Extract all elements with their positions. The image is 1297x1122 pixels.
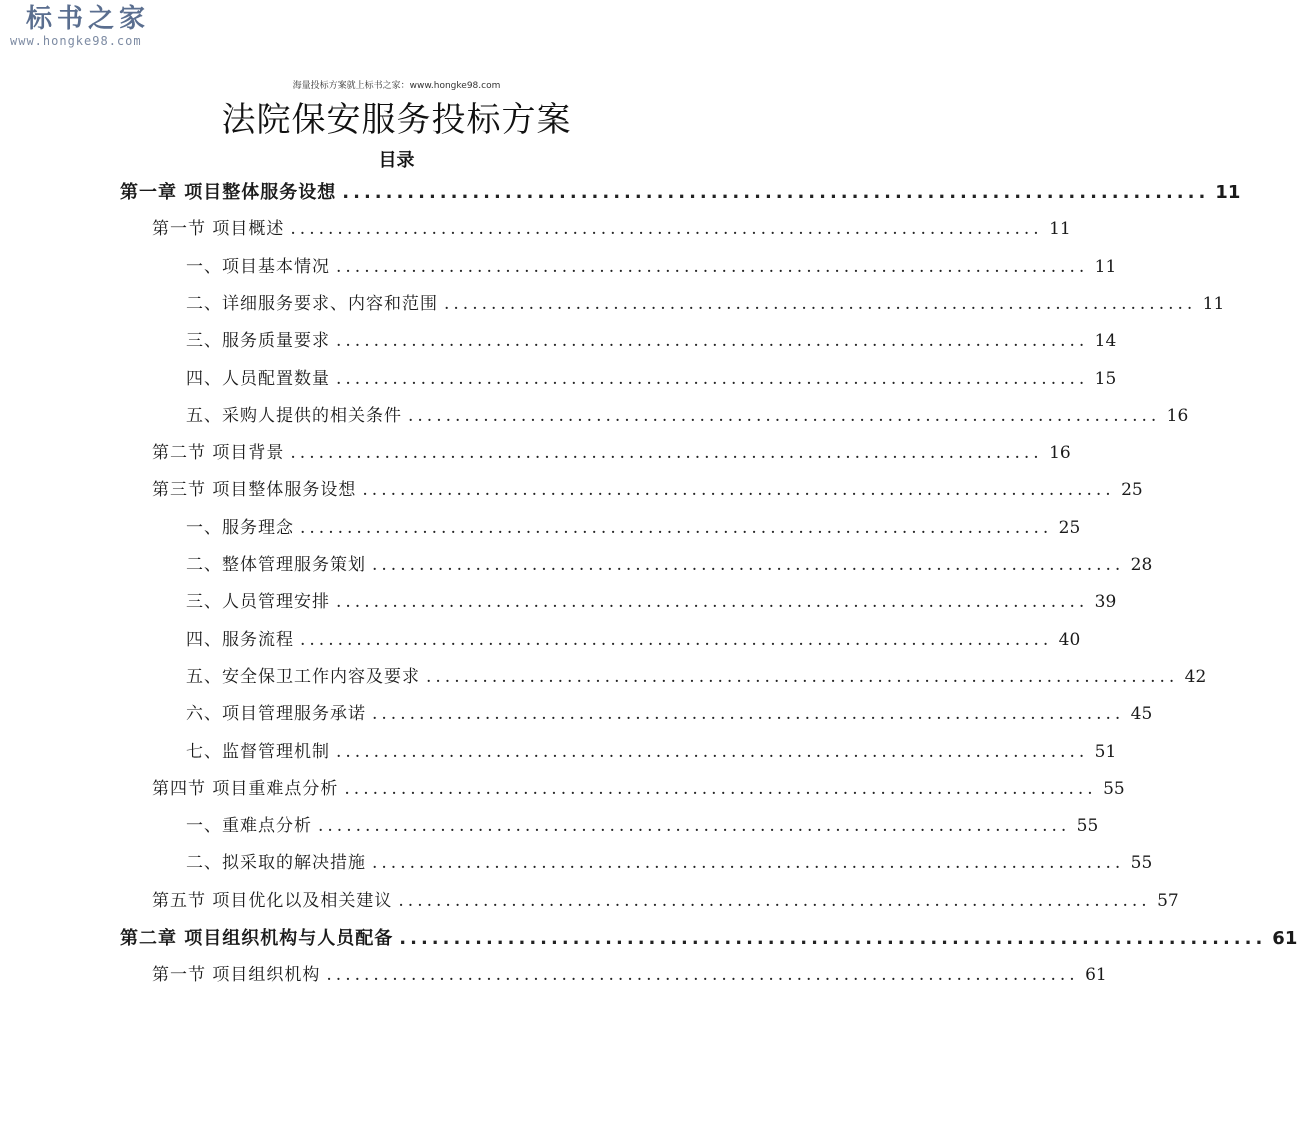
toc-entry[interactable] bbox=[186, 659, 1207, 696]
toc-entry-page: 61 bbox=[1272, 928, 1297, 949]
toc-entry-title: 四、服务流程 bbox=[186, 629, 294, 650]
toc-dot-leader: ................................................................................ bbox=[336, 368, 1089, 389]
toc-dot-leader: ................................................................................ bbox=[300, 629, 1053, 650]
toc-entry[interactable] bbox=[186, 734, 1117, 771]
toc-entry-page: 28 bbox=[1130, 555, 1153, 575]
toc-entry-title: 第一节 项目组织机构 bbox=[152, 965, 321, 986]
toc-dot-leader: ................................................................................ bbox=[290, 219, 1043, 240]
toc-entry-page: 45 bbox=[1130, 704, 1153, 725]
toc-entry[interactable] bbox=[152, 957, 1107, 994]
toc-entry-title: 五、采购人提供的相关条件 bbox=[186, 405, 402, 426]
toc-entry[interactable] bbox=[186, 696, 1153, 733]
toc-dot-leader: ................................................................................ bbox=[300, 517, 1053, 538]
toc-entry[interactable] bbox=[120, 920, 1297, 957]
toc-entry-page: 55 bbox=[1103, 778, 1125, 799]
toc-entry-title: 二、详细服务要求、内容和范围 bbox=[186, 293, 438, 314]
toc-entry-title: 第三节 项目整体服务设想 bbox=[152, 480, 357, 501]
toc-entry-title: 一、重难点分析 bbox=[186, 816, 312, 837]
toc-entry-title: 一、服务理念 bbox=[186, 517, 294, 538]
toc-entry-title: 第二节 项目背景 bbox=[152, 443, 285, 464]
toc-entry[interactable] bbox=[186, 361, 1117, 398]
toc-dot-leader: ................................................................................ bbox=[362, 480, 1115, 501]
toc-entry-page: 55 bbox=[1076, 816, 1099, 837]
toc-entry-page: 11 bbox=[1094, 256, 1117, 277]
toc-entry-title: 三、服务质量要求 bbox=[186, 331, 330, 352]
toc-entry[interactable] bbox=[186, 510, 1081, 547]
toc-dot-leader: ................................................................................ bbox=[408, 405, 1161, 426]
toc-entry-page: 11 bbox=[1202, 293, 1225, 314]
toc-entry-page: 25 bbox=[1121, 480, 1143, 501]
toc-entry-title: 四、人员配置数量 bbox=[186, 368, 330, 389]
toc-entry[interactable] bbox=[186, 622, 1081, 659]
toc-dot-leader: ................................................................................ bbox=[372, 555, 1125, 575]
toc-entry-page: 15 bbox=[1094, 368, 1117, 389]
header-note: 海量投标方案就上标书之家：www.hongke98.com bbox=[292, 81, 501, 91]
toc-entry-page: 11 bbox=[1215, 182, 1241, 203]
toc-entry-title: 一、项目基本情况 bbox=[186, 256, 330, 277]
toc-entry[interactable] bbox=[152, 771, 1125, 808]
toc-dot-leader: ................................................................................ bbox=[342, 182, 1210, 203]
toc-entry-page: 51 bbox=[1094, 741, 1117, 762]
watermark-title: 标书之家 bbox=[26, 4, 151, 34]
toc-dot-leader: ................................................................................ bbox=[318, 816, 1071, 837]
watermark-url: www.hongke98.com bbox=[10, 34, 142, 48]
toc-dot-leader: ................................................................................ bbox=[398, 890, 1151, 911]
toc-entry[interactable] bbox=[152, 211, 1071, 248]
toc-entry-title: 二、拟采取的解决措施 bbox=[186, 853, 366, 874]
toc-dot-leader: ................................................................................ bbox=[336, 741, 1089, 762]
watermark-logo bbox=[10, 4, 150, 48]
toc-entry-title: 第五节 项目优化以及相关建议 bbox=[152, 890, 393, 911]
toc-entry[interactable] bbox=[186, 808, 1099, 845]
toc-entry[interactable] bbox=[186, 845, 1153, 882]
toc-dot-leader: ................................................................................ bbox=[336, 331, 1089, 352]
toc-dot-leader: ................................................................................ bbox=[336, 256, 1089, 277]
toc-entry-title: 第一节 项目概述 bbox=[152, 219, 285, 240]
toc-entry-page: 16 bbox=[1166, 405, 1189, 426]
toc-dot-leader: ................................................................................ bbox=[426, 666, 1179, 687]
toc-entry[interactable] bbox=[120, 174, 1241, 211]
toc-entry[interactable] bbox=[152, 883, 1179, 920]
toc-entry-page: 14 bbox=[1094, 331, 1117, 352]
toc-entry[interactable] bbox=[186, 584, 1117, 621]
toc-entry[interactable] bbox=[186, 398, 1189, 435]
toc-dot-leader: ................................................................................ bbox=[336, 592, 1089, 613]
toc-entry-page: 11 bbox=[1049, 219, 1071, 240]
document-title: 法院保安服务投标方案 bbox=[221, 100, 572, 140]
toc-entry-page: 39 bbox=[1094, 592, 1117, 613]
toc-entry-title: 第一章 项目整体服务设想 bbox=[120, 182, 337, 203]
toc-entry-page: 25 bbox=[1058, 517, 1081, 538]
toc-dot-leader: ................................................................................ bbox=[372, 704, 1125, 725]
toc-entry[interactable] bbox=[152, 472, 1143, 509]
toc-entry-page: 42 bbox=[1184, 666, 1207, 687]
toc-heading: 目录 bbox=[378, 150, 415, 171]
toc-dot-leader: ................................................................................ bbox=[326, 965, 1079, 986]
toc-entry-title: 五、安全保卫工作内容及要求 bbox=[186, 666, 420, 687]
toc-entry-page: 40 bbox=[1058, 629, 1081, 650]
toc-dot-leader: ................................................................................ bbox=[444, 293, 1197, 314]
toc-entry[interactable] bbox=[186, 249, 1117, 286]
toc-entry[interactable] bbox=[186, 323, 1117, 360]
toc-entry-title: 第二章 项目组织机构与人员配备 bbox=[120, 928, 394, 949]
toc-entry[interactable] bbox=[186, 286, 1225, 323]
toc-entry[interactable] bbox=[186, 547, 1153, 584]
toc-entry-page: 16 bbox=[1049, 443, 1071, 464]
toc-dot-leader: ................................................................................ bbox=[399, 928, 1267, 949]
toc-entry[interactable] bbox=[152, 435, 1071, 472]
toc-entry-title: 第四节 项目重难点分析 bbox=[152, 778, 339, 799]
toc-dot-leader: ................................................................................ bbox=[290, 443, 1043, 464]
toc-entry-page: 61 bbox=[1085, 965, 1107, 986]
toc-entry-title: 六、项目管理服务承诺 bbox=[186, 704, 366, 725]
toc-entry-page: 57 bbox=[1157, 890, 1179, 911]
toc-dot-leader: ................................................................................ bbox=[344, 778, 1097, 799]
toc-entry-page: 55 bbox=[1130, 853, 1153, 874]
toc-entry-title: 二、整体管理服务策划 bbox=[186, 555, 366, 575]
toc-entry-title: 七、监督管理机制 bbox=[186, 741, 330, 762]
toc-dot-leader: ................................................................................ bbox=[372, 853, 1125, 874]
toc-entry-title: 三、人员管理安排 bbox=[186, 592, 330, 613]
